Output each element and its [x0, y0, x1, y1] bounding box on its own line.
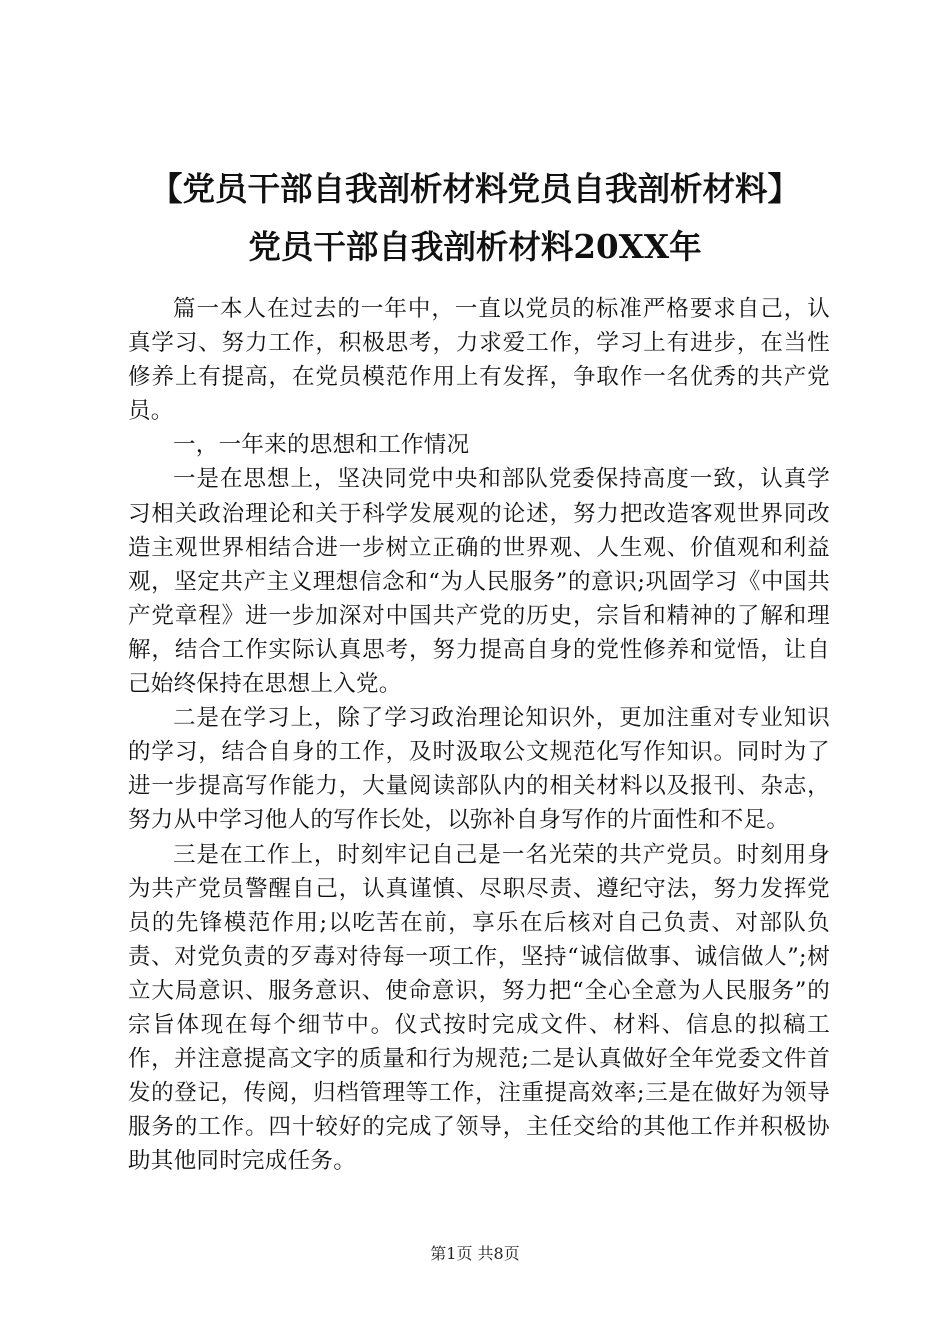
document-body [128, 292, 830, 1178]
title-block [120, 160, 830, 276]
paragraph-intro: 篇一本人在过去的一年中，一直以党员的标准严格要求自己，认真学习、努力工作，积极思考，力求爱工作，学习上有进步，在当性修养上有提高，在党员模范作用上有发挥，争取作一名优秀的共产党员。 [128, 296, 830, 425]
paragraph-thought: 一是在思想上，坚决同党中央和部队党委保持高度一致，认真学习相关政治理论和关于科学发展观的论述，努力把改造客观世界同改造主观世界相结合进一步树立正确的世界观、人生观、价值观和利益观，坚定共产主义理想信念和“为人民服务”的意识;巩固学习《中国共产党章程》进一步加深对中国共产党的历史，宗旨和精神的了解和理解，结合工作实际认真思考，努力提高自身的党性修养和觉悟，让自己始终保持在思想上入党。 [128, 466, 830, 698]
page-subtitle: 党员干部自我剖析材料20XX年 [248, 227, 702, 266]
page-footer: 第1页 共8页 [430, 1244, 520, 1263]
paragraph-work: 三是在工作上，时刻牢记自己是一名光荣的共产党员。时刻用身为共产党员警醒自己，认真谨慎、尽职尽责、遵纪守法，努力发挥党员的先锋模范作用;以吃苦在前，享乐在后核对自己负责、对部队负责、对党负责的歹毒对待每一项工作，坚持“诚信做事、诚信做人”;树立大局意识、服务意识、使命意识，努力把“全心全意为人民服务”的宗旨体现在每个细节中。仪式按时完成文件、材料、信息的拟稿工作，并注意提高文字的质量和行为规范;二是认真做好全年党委文件首发的登记，传阅，归档管理等工作，注重提高效率;三是在做好为领导服务的工作。四十较好的完成了领导，主任交给的其他工作并积极协助其他同时完成任务。 [128, 841, 830, 1175]
page-title: 【党员干部自我剖析材料党员自我剖析材料】 [149, 169, 800, 208]
paragraph-study: 二是在学习上，除了学习政治理论知识外，更加注重对专业知识的学习，结合自身的工作，及时汲取公文规范化写作知识。同时为了进一步提高写作能力，大量阅读部队内的相关材料以及报刊、杂志，努力从中学习他人的写作长处，以弥补自身写作的片面性和不足。 [128, 705, 830, 834]
section-heading: 一，一年来的思想和工作情况 [173, 432, 470, 459]
